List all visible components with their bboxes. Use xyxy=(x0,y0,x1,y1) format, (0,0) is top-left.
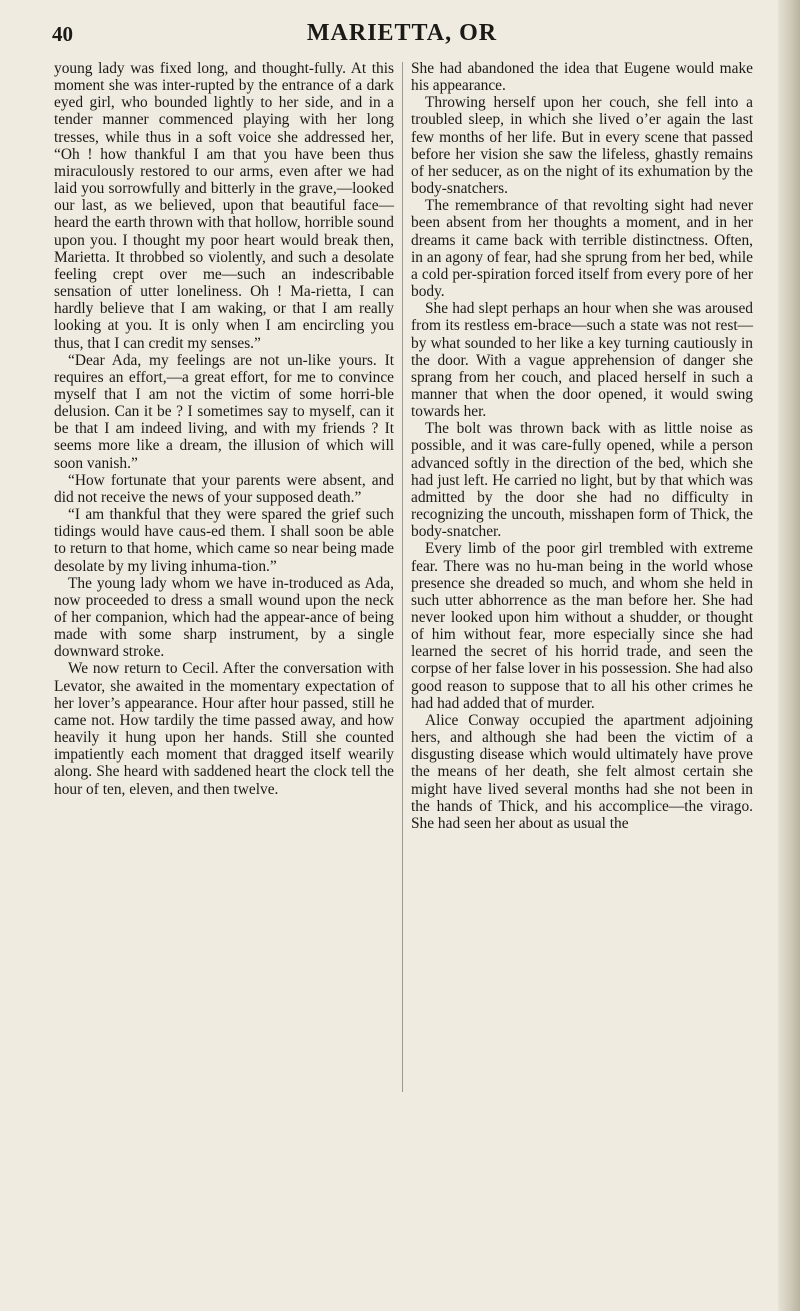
running-title: MARIETTA, OR xyxy=(306,20,498,46)
page-number: 40 xyxy=(52,22,73,46)
paragraph: young lady was fixed long, and thought-fully. At this moment she was inter-rupted by the entrance of a dark eyed girl, who bounded lightly to her side, and in a tender manner commenced playing with her long tresses, while thus in a soft voice she addressed her, “Oh ! how thankful I am that you have been thus miraculously restored to our arms, even after we had laid you sorrowfully and bitterly in the grave,—looked our last, as we believed, upon that beautiful face—heard the earth thrown with that hollow, horrible sound upon you. I thought my poor heart would break then, Marietta. It throbbed so violently, and such a desolate feeling crept over me—such an indescribable sensation of utter loneliness. Oh ! Ma-rietta, I can hardly believe that I am waking, or that I am really looking at you. It is only when I am encircling you thus, that I can credit my senses.” xyxy=(54,60,394,352)
paragraph: Throwing herself upon her couch, she fell into a troubled sleep, in which she lived o’er again the last few months of her life. But in every scene that passed before her vision she saw the lifeless, ghastly remains of her seducer, as on the night of its exhumation by the body-snatchers. xyxy=(411,94,753,198)
page-header xyxy=(52,18,752,50)
paragraph: “How fortunate that your parents were absent, and did not receive the news of your supposed death.” xyxy=(54,471,394,506)
paragraph: She had abandoned the idea that Eugene would make his appearance. xyxy=(411,60,753,95)
paragraph: “Dear Ada, my feelings are not un-like yours. It requires an effort,—a great effort, for me to convince myself that I am not the victim of some horri-ble delusion. Can it be ? I sometimes say to myself, can it be that I am indeed living, and with my friends ? It seems more like a dream, the illusion of which will soon vanish.” xyxy=(54,351,394,472)
paragraph: We now return to Cecil. After the conversation with Levator, she awaited in the momentary expectation of her lover’s appearance. Hour after hour passed, still he came not. How tardily the time passed away, and how heavily it hung upon her hands. Still she counted impatiently each moment that dragged itself wearily along. She heard with saddened heart the clock tell the hour of ten, eleven, and then twelve. xyxy=(54,660,394,798)
left-column xyxy=(54,60,394,798)
paragraph: The young lady whom we have in-troduced as Ada, now proceeded to dress a small wound upon the neck of her companion, which had the appear-ance of being made with some sharp instrument, by a single downward stroke. xyxy=(54,574,394,661)
right-column xyxy=(411,60,753,832)
paragraph: The bolt was thrown back with as little noise as possible, and it was care-fully opened, while a person advanced softly in the direction of the bed, which she had just left. He carried no light, but by that which was admitted by the door she had no difficulty in recognizing the uncouth, misshapen form of Thick, the body-snatcher. xyxy=(411,420,753,541)
paragraph: The remembrance of that revolting sight had never been absent from her thoughts a moment, and in her dreams it came back with terrible distinctness. Often, in an agony of fear, had she sprung from her bed, while a cold per-spiration forced itself from every pore of her body. xyxy=(411,197,753,301)
paragraph: Every limb of the poor girl trembled with extreme fear. There was no hu-man being in the world whose presence she dreaded so much, and whom she held in such utter abhorrence as the man before her. She had never looked upon him without a shudder, or thought of him without fear, more especially since she had learned the secret of his horrid trade, and seen the corpse of her false lover in his possession. She had also good reason to suppose that to all his other crimes he had had added that of murder. xyxy=(411,540,753,712)
column-divider xyxy=(402,62,403,1092)
paragraph: She had slept perhaps an hour when she was aroused from its restless em-brace—such a state was not rest—by what sounded to her like a key turning cautiously in the door. With a vague apprehension of danger she sprang from her couch, and placed herself in such a manner that when the door opened, it would swing towards her. xyxy=(411,300,753,421)
paragraph: “I am thankful that they were spared the grief such tidings would have caus-ed them. I shall soon be able to return to that home, which came so near being made desolate by my living inhuma-tion.” xyxy=(54,506,394,575)
paragraph: Alice Conway occupied the apartment adjoining hers, and although she had been the victim of a disgusting disease which would ultimately have prove the means of her death, she felt almost certain she might have lived several months had she not been in the hands of Thick, and his accomplice—the virago. She had seen her about as usual the xyxy=(411,711,753,832)
page-edge-shadow xyxy=(778,0,800,1311)
